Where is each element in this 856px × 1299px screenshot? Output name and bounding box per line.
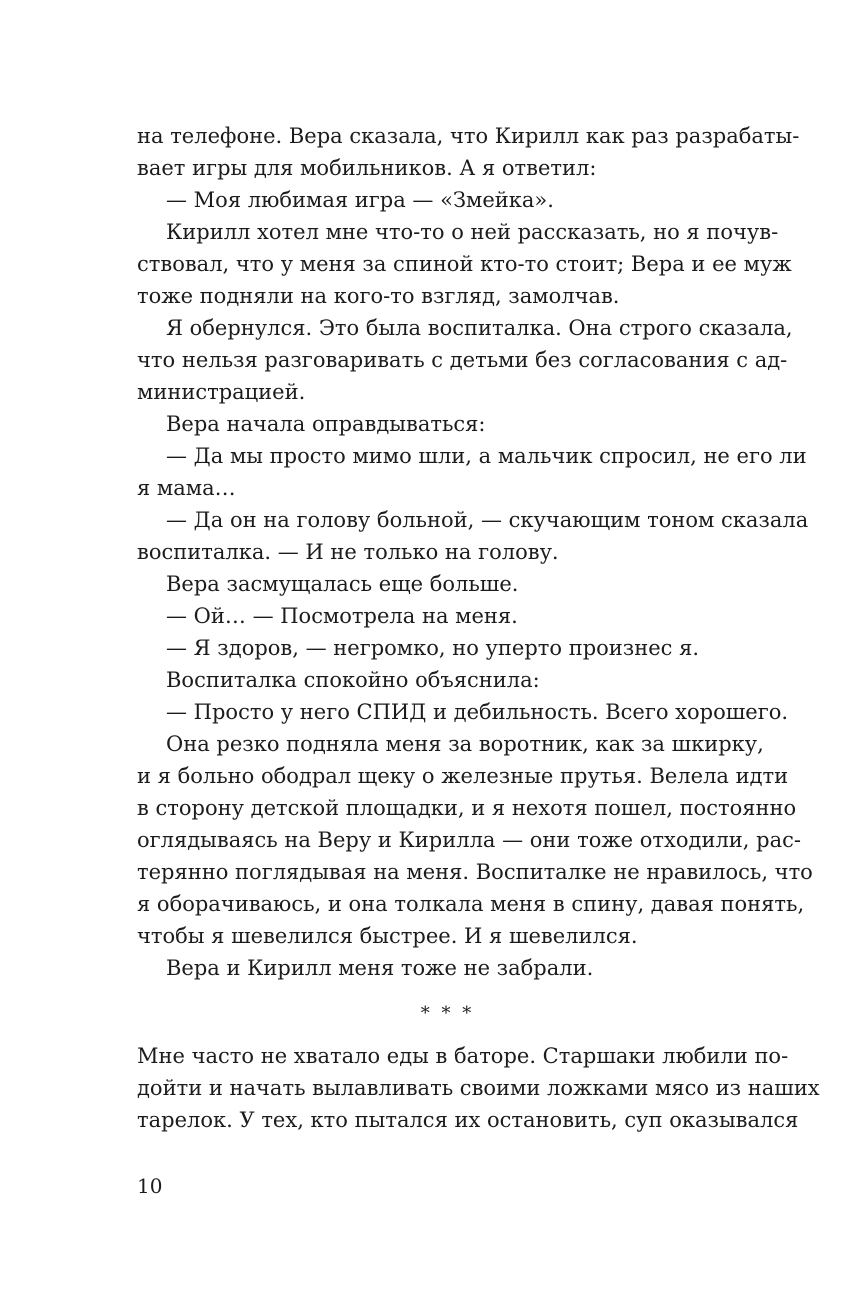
text-line: — Ой… — Посмотрела на меня. bbox=[166, 604, 518, 628]
continuation-text-block bbox=[137, 1040, 820, 1136]
text-line: на телефоне. Вера сказала, что Кирилл как раз разрабаты- bbox=[137, 124, 800, 148]
text-line: что нельзя разговаривать с детьми без согласования с ад- bbox=[137, 348, 788, 372]
text-line: Воспиталка спокойно объяснила: bbox=[166, 668, 540, 692]
text-line: вает игры для мобильников. А я ответил: bbox=[137, 156, 597, 180]
text-line: Мне часто не хватало еды в баторе. Старшаки любили по- bbox=[137, 1044, 789, 1068]
text-line: министрацией. bbox=[137, 380, 306, 404]
page-number: 10 bbox=[137, 1174, 163, 1198]
text-line: — Да он на голову больной, — скучающим тоном сказала bbox=[166, 508, 809, 532]
text-line: оглядываясь на Веру и Кирилла — они тоже отходили, рас- bbox=[137, 828, 801, 852]
text-line: в сторону детской площадки, и я нехотя пошел, постоянно bbox=[137, 796, 797, 820]
text-line: Вера начала оправдываться: bbox=[166, 412, 486, 436]
text-line: тоже подняли на кого-то взгляд, замолчав. bbox=[137, 284, 620, 308]
text-line: — Да мы просто мимо шли, а мальчик спросил, не его ли bbox=[166, 444, 807, 468]
text-line: тарелок. У тех, кто пытался их остановить, суп оказывался bbox=[137, 1108, 799, 1132]
text-line: я оборачиваюсь, и она толкала меня в спину, давая понять, bbox=[137, 892, 805, 916]
text-line: дойти и начать вылавливать своими ложками мясо из наших bbox=[137, 1076, 820, 1100]
text-line: воспиталка. — И не только на голову. bbox=[137, 540, 559, 564]
text-line: терянно поглядывая на меня. Воспиталке не нравилось, что bbox=[137, 860, 813, 884]
text-line: Она резко подняла меня за воротник, как за шкирку, bbox=[166, 732, 764, 756]
text-line: — Я здоров, — негромко, но уперто произнес я. bbox=[166, 636, 700, 660]
text-line: Я обернулся. Это была воспиталка. Она строго сказала, bbox=[166, 316, 793, 340]
text-line: чтобы я шевелился быстрее. И я шевелился. bbox=[137, 924, 638, 948]
section-separator: * * * bbox=[420, 1003, 475, 1024]
text-line: ствовал, что у меня за спиной кто-то стоит; Вера и ее муж bbox=[137, 252, 792, 276]
text-line: я мама… bbox=[137, 476, 236, 500]
text-line: Вера и Кирилл меня тоже не забрали. bbox=[166, 956, 594, 980]
text-line: — Просто у него СПИД и дебильность. Всего хорошего. bbox=[166, 700, 789, 724]
main-text-block bbox=[137, 120, 813, 984]
text-line: Кирилл хотел мне что-то о ней рассказать, но я почув- bbox=[166, 220, 779, 244]
text-line: — Моя любимая игра — «Змейка». bbox=[166, 188, 554, 212]
text-line: и я больно ободрал щеку о железные прутья. Велела идти bbox=[137, 764, 789, 788]
text-line: Вера засмущалась еще больше. bbox=[166, 572, 519, 596]
